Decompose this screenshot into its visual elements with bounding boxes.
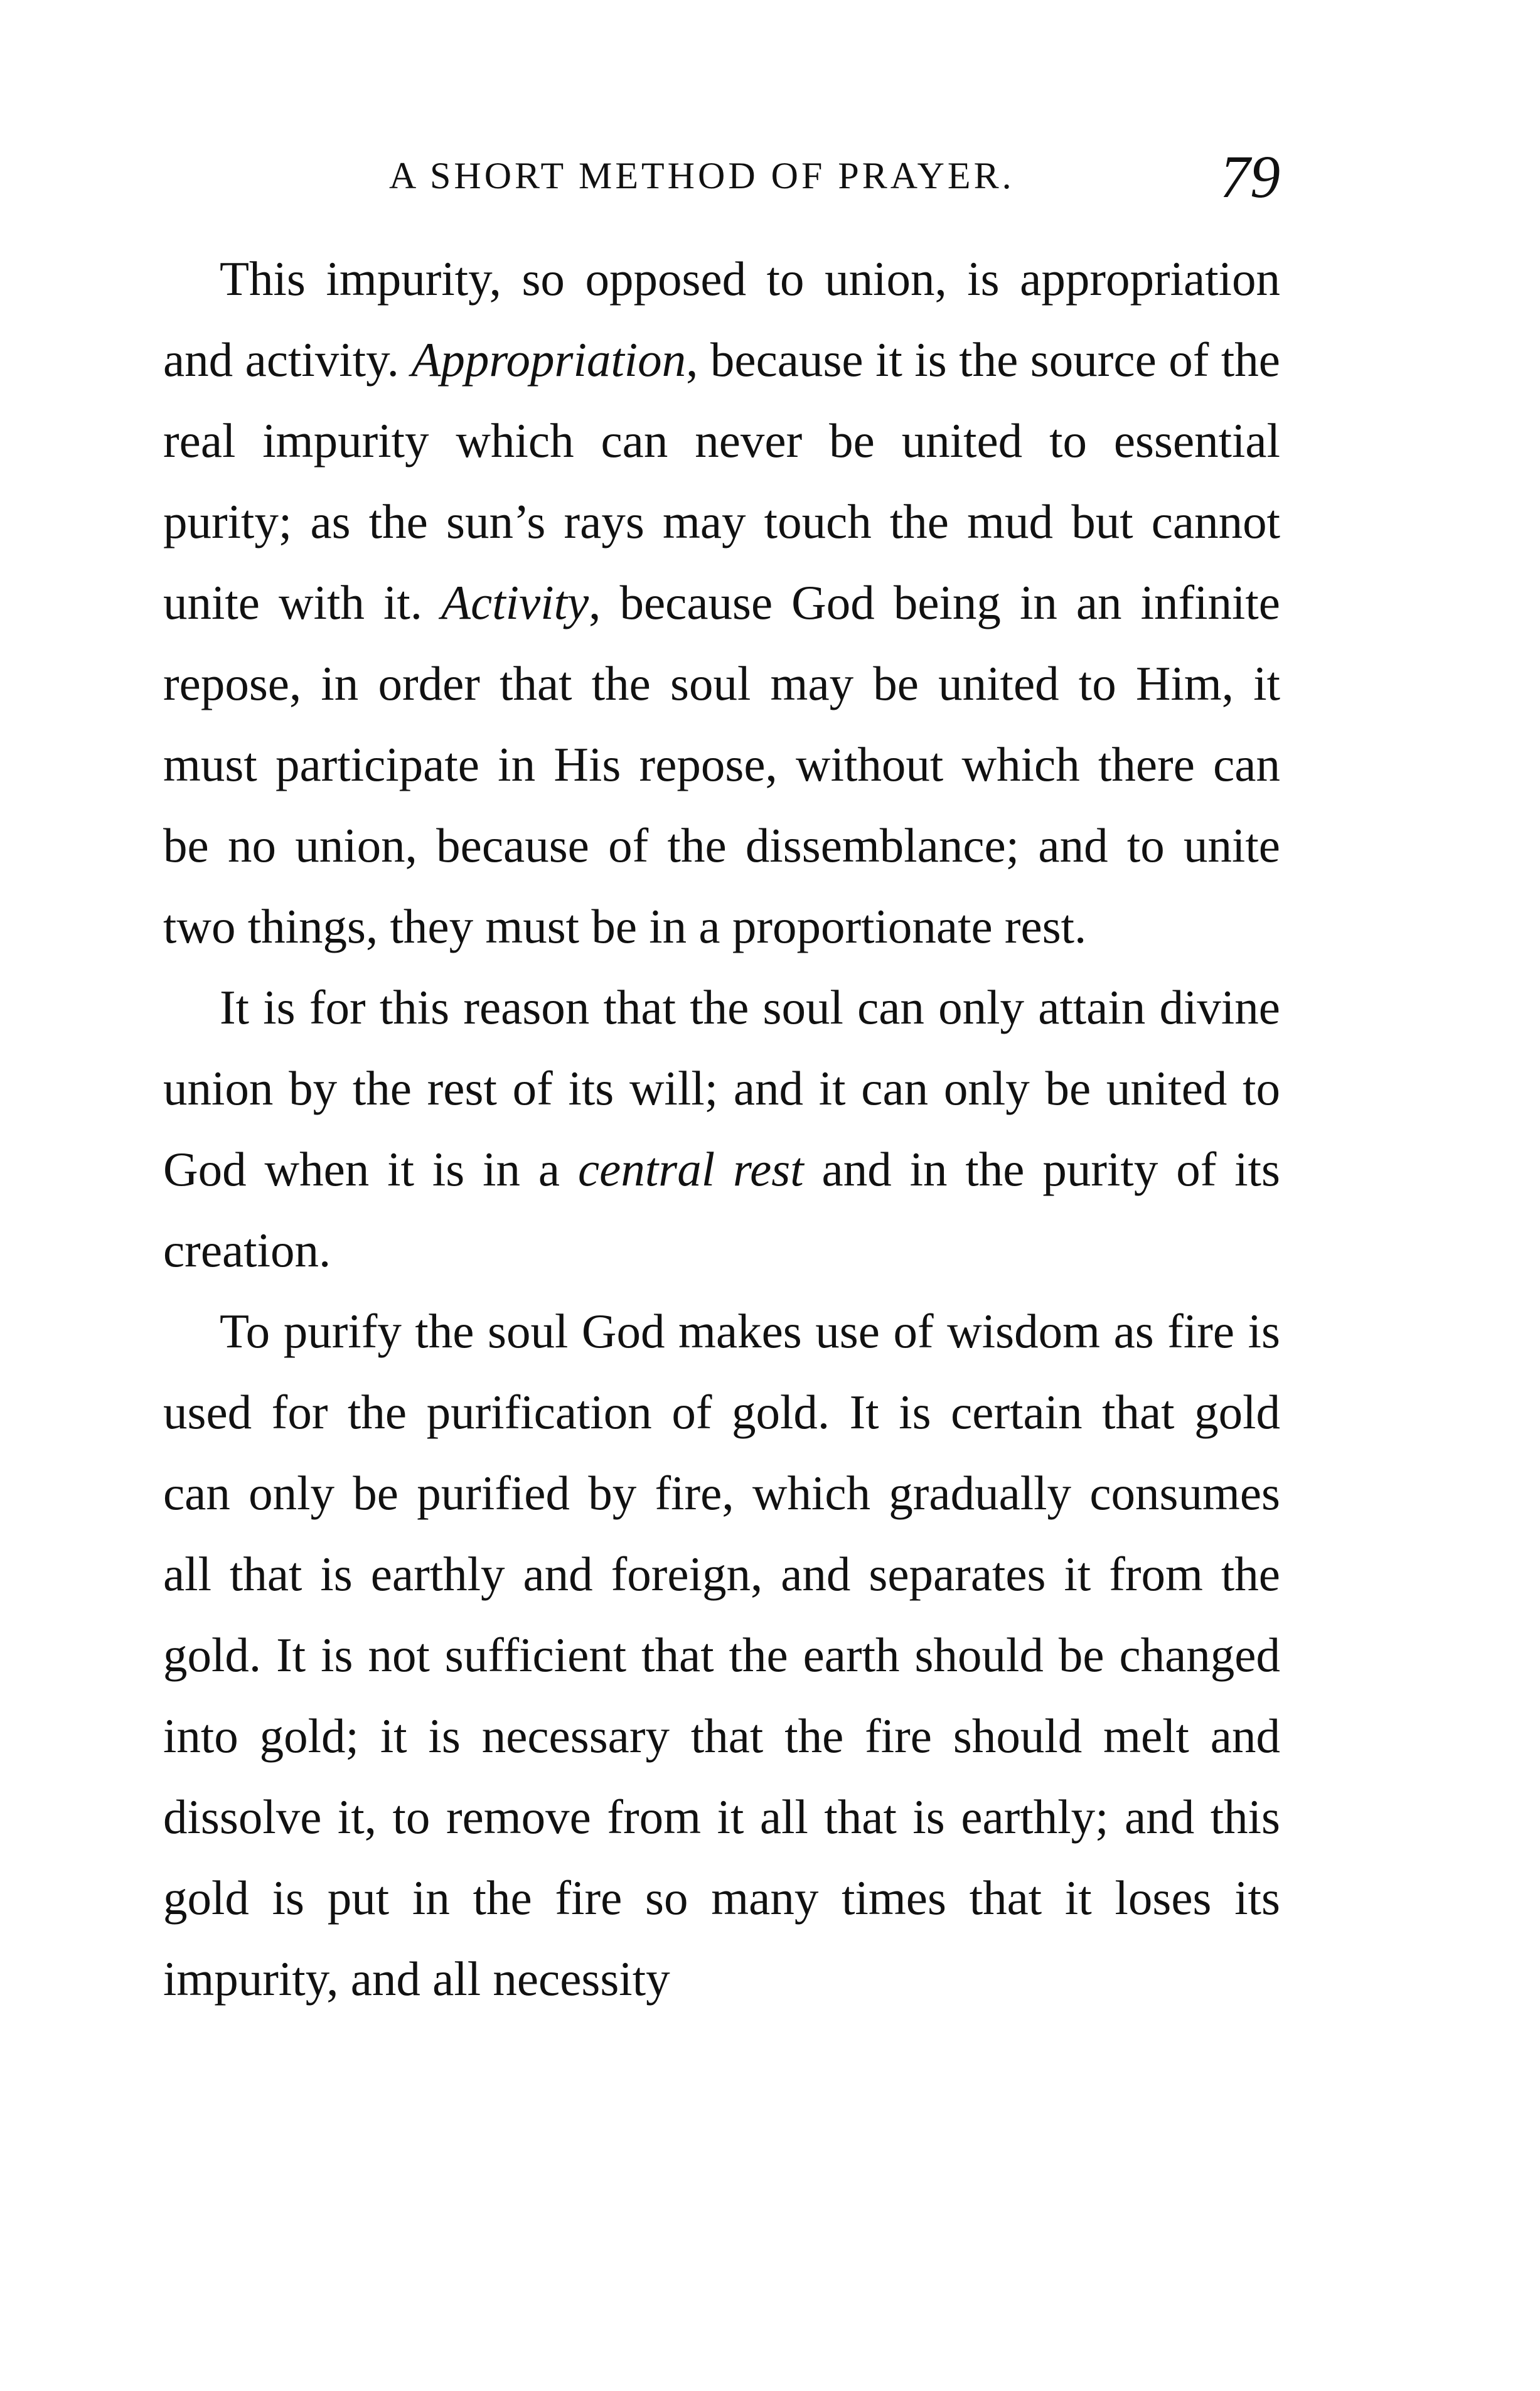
paragraph-3 [163, 1291, 1280, 2019]
body-text [163, 238, 1280, 2019]
paragraph-text: and in the purity of its creation. [163, 1142, 1281, 1277]
paragraph-text: To purify the soul God makes use of wisdom as fire is used for the purification of gold. It is certain that gold can only be purified by fire, which gradually consumes all that is earthly and foreign, and separates it from the gold. It is not sufficient that the earth should be changed into gold; it is necessary that the fire should melt and dissolve it, to remove from it all that is earthly; and this gold is put in the fire so many times that it loses its impurity, and all necessity [163, 1304, 1280, 2006]
paragraph-text: This impurity, so opposed to union, is appropriation and activity. [163, 252, 1280, 387]
page-number: 79 [1220, 143, 1280, 210]
paragraph-2 [163, 967, 1280, 1291]
italic-term-activity: Activity [441, 575, 589, 629]
running-title: A SHORT METHOD OF PRAYER. [389, 155, 1015, 196]
running-head [163, 143, 1280, 212]
paragraph-1 [163, 238, 1280, 967]
paragraph-text: It is for this reason that the soul can only attain divine union by the rest of its will; and it can only be united to God when it is in a [163, 980, 1280, 1196]
italic-term-appropriation: Appropriation [411, 333, 687, 387]
italic-term-central-rest: central rest [578, 1142, 804, 1196]
paragraph-text: , because God being in an infinite repose, in order that the soul may be united to Him, it must participate in His repose, without which there can be no union, because of the dissemblance; and to unite two things, they must be in a proportionate rest. [163, 575, 1280, 953]
paragraph-text: , because it is the source of the real impurity which can never be united to essential purity; as the sun’s rays may touch the mud but cannot unite with it. [163, 333, 1280, 629]
